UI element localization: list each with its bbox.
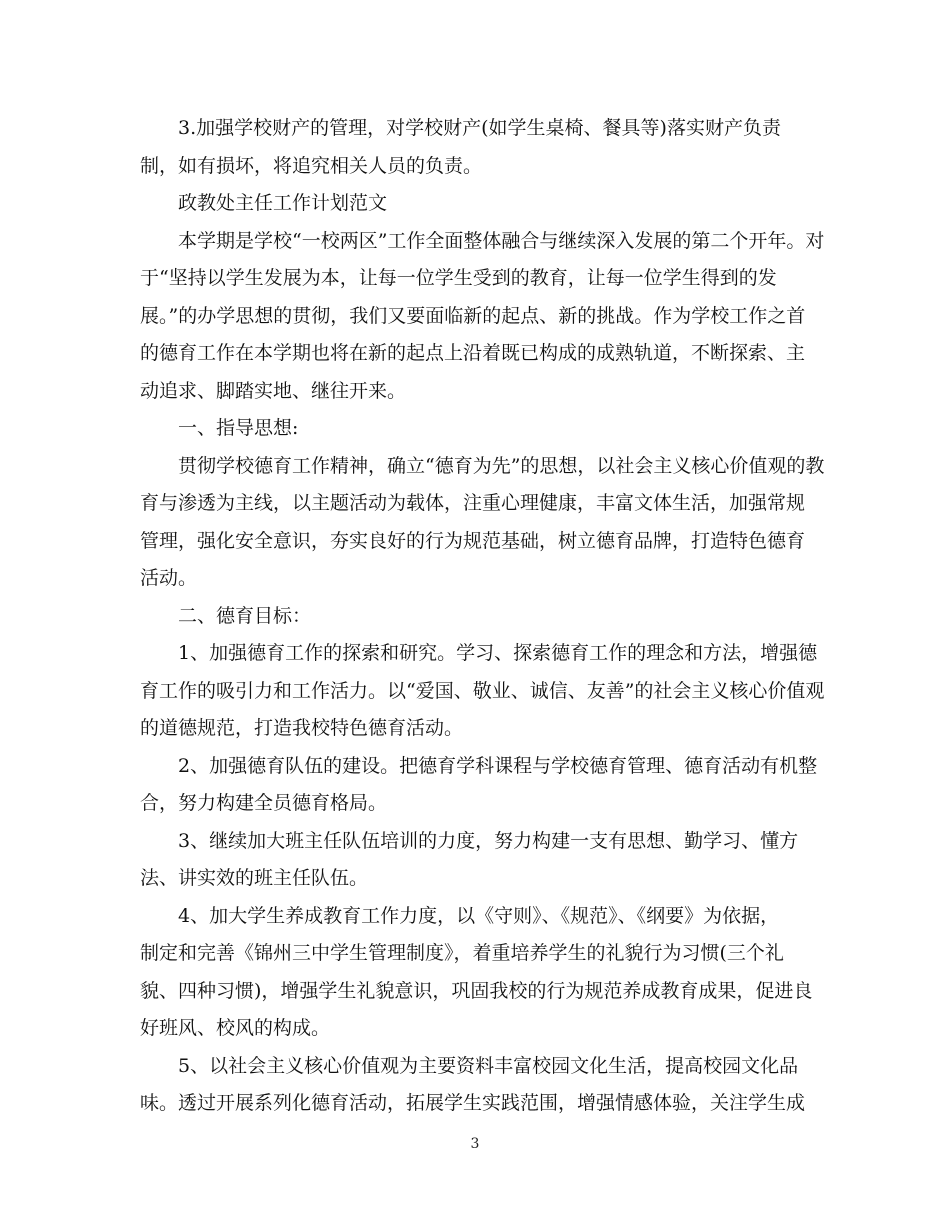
text-line: 5、以社会主义核心价值观为主要资料丰富校园文化生活，提高校园文化品	[178, 1054, 799, 1077]
section-title: 政教处主任工作计划范文	[178, 192, 388, 214]
text-line: 育工作的吸引力和工作活力。以“爱国、敬业、诚信、友善”的社会主义核心价值观	[140, 679, 825, 702]
text-line: 貌、四种习惯)，增强学生礼貌意识，巩固我校的行为规范养成教育成果，促进良	[140, 979, 813, 1002]
document-body	[140, 110, 825, 1123]
text-line: 贯彻学校德育工作精神，确立“德育为先”的思想，以社会主义核心价值观的教	[178, 454, 825, 477]
text-line: 育与渗透为主线，以主题活动为载体，注重心理健康，丰富文体生活，加强常规	[140, 492, 806, 514]
page-number: 3	[470, 1136, 480, 1152]
text-line: 本学期是学校“一校两区”工作全面整体融合与继续深入发展的第二个开年。对	[178, 229, 825, 252]
text-line: 的德育工作在本学期也将在新的起点上沿着既已构成的成熟轨道，不断探索、主	[140, 342, 806, 364]
text-line: 的道德规范，打造我校特色德育活动。	[140, 717, 464, 739]
text-line: 制定和完善《锦州三中学生管理制度》，着重培养学生的礼貌行为习惯(三个礼	[140, 942, 784, 964]
text-line: 于“坚持以学生发展为本，让每一位学生受到的教育，让每一位学生得到的发	[140, 267, 777, 289]
text-line: 法、讲实效的班主任队伍。	[140, 867, 369, 889]
text-line: 2、加强德育队伍的建设。把德育学科课程与学校德育管理、德育活动有机整	[178, 754, 818, 777]
section-heading: 二、德育目标：	[178, 604, 312, 627]
text-line: 味。透过开展系列化德育活动，拓展学生实践范围，增强情感体验，关注学生成	[140, 1092, 806, 1114]
text-line: 制，如有损坏，将追究相关人员的负责。	[140, 154, 483, 177]
text-line: 合，努力构建全员德育格局。	[140, 792, 388, 814]
text-line: 3、继续加大班主任队伍培训的力度，努力构建一支有思想、勤学习、懂方	[178, 829, 799, 852]
text-line: 活动。	[140, 567, 198, 589]
text-line: 展。”的办学思想的贯彻，我们又要面临新的起点、新的挑战。作为学校工作之首	[140, 304, 806, 327]
text-line: 好班风、校风的构成。	[140, 1017, 331, 1039]
text-line: 1、加强德育工作的探索和研究。学习、探索德育工作的理念和方法，增强德	[178, 642, 818, 664]
text-line: 3.加强学校财产的管理，对学校财产(如学生桌椅、餐具等)落实财产负责	[178, 117, 781, 139]
section-heading: 一、指导思想:	[178, 417, 299, 439]
text-line: 动追求、脚踏实地、继往开来。	[140, 379, 407, 402]
text-line: 管理，强化安全意识，夯实良好的行为规范基础，树立德育品牌，打造特色德育	[140, 529, 806, 552]
text-line: 4、加大学生养成教育工作力度，以《守则》、《规范》、《纲要》为依据，	[178, 904, 780, 927]
